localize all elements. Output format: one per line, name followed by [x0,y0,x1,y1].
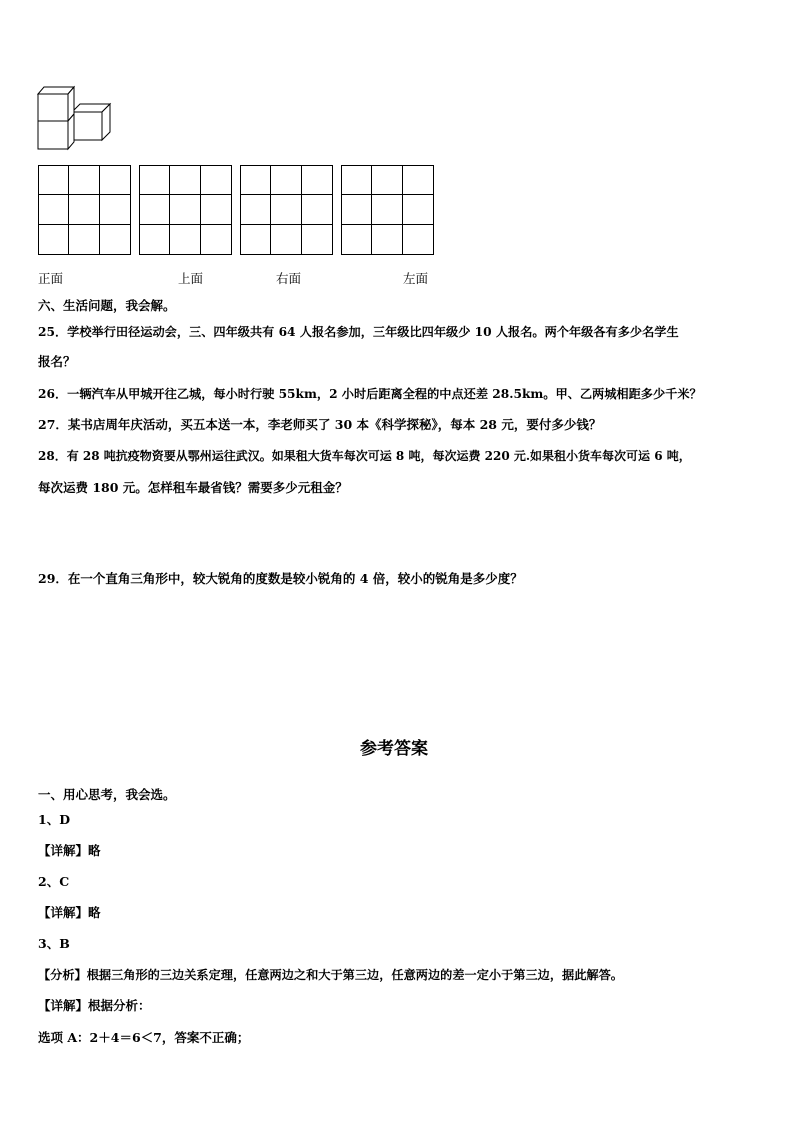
answer-3-analysis: 【分析】根据三角形的三边关系定理，任意两边之和大于第三边，任意两边的差一定小于第三边，据此解答。 [38,968,623,982]
question-27: 27．某书店周年庆活动，买五本送一本，李老师买了 30 本《科学探秘》，每本 28 元，要付多少钱？ [38,417,602,432]
answer-3-detail: 【详解】根据分析： [38,998,151,1013]
answer-1-detail: 【详解】略 [38,843,101,858]
question-26: 26．一辆汽车从甲城开往乙城，每小时行驶 55km，2 小时后距离全程的中点还差 28.5km。甲、乙两城相距多少千米？ [38,387,702,401]
answer-3: 3、B [38,936,70,951]
top-view-grid [139,165,232,255]
right-view-grid [240,165,333,255]
answers-section1-heading: 一、用心思考，我会选。 [38,787,176,802]
question-28-line2: 每次运费 180 元。怎样租车最省钱？需要多少元租金？ [38,480,348,495]
label-top-view: 上面 [178,271,204,286]
label-left-view: 左面 [403,271,429,286]
answers-title: 参考答案 [360,739,428,759]
answer-3-option-a: 选项 A：2＋4＝6＜7，答案不正确； [38,1030,250,1045]
cube-stack-figure [36,84,116,152]
answer-2: 2、C [38,874,70,889]
answer-1: 1、D [38,812,71,827]
question-29: 29．在一个直角三角形中，较大锐角的度数是较小锐角的 4 倍，较小的锐角是多少度？ [38,571,523,586]
question-25-line2: 报名？ [38,354,76,369]
label-front-view: 正面 [38,271,64,286]
question-28-line1: 28．有 28 吨抗疫物资要从鄂州运往武汉。如果租大货车每次可运 8 吨，每次运费 220 元.如果租小货车每次可运 6 吨， [38,449,691,463]
left-view-grid [341,165,434,255]
front-view-grid [38,165,131,255]
question-25-line1: 25．学校举行田径运动会，三、四年级共有 64 人报名参加，三年级比四年级少 10 人报名。两个年级各有多少名学生 [38,325,679,339]
section6-heading: 六、生活问题，我会解。 [38,298,176,313]
label-right-view: 右面 [276,271,302,286]
answer-2-detail: 【详解】略 [38,905,101,920]
